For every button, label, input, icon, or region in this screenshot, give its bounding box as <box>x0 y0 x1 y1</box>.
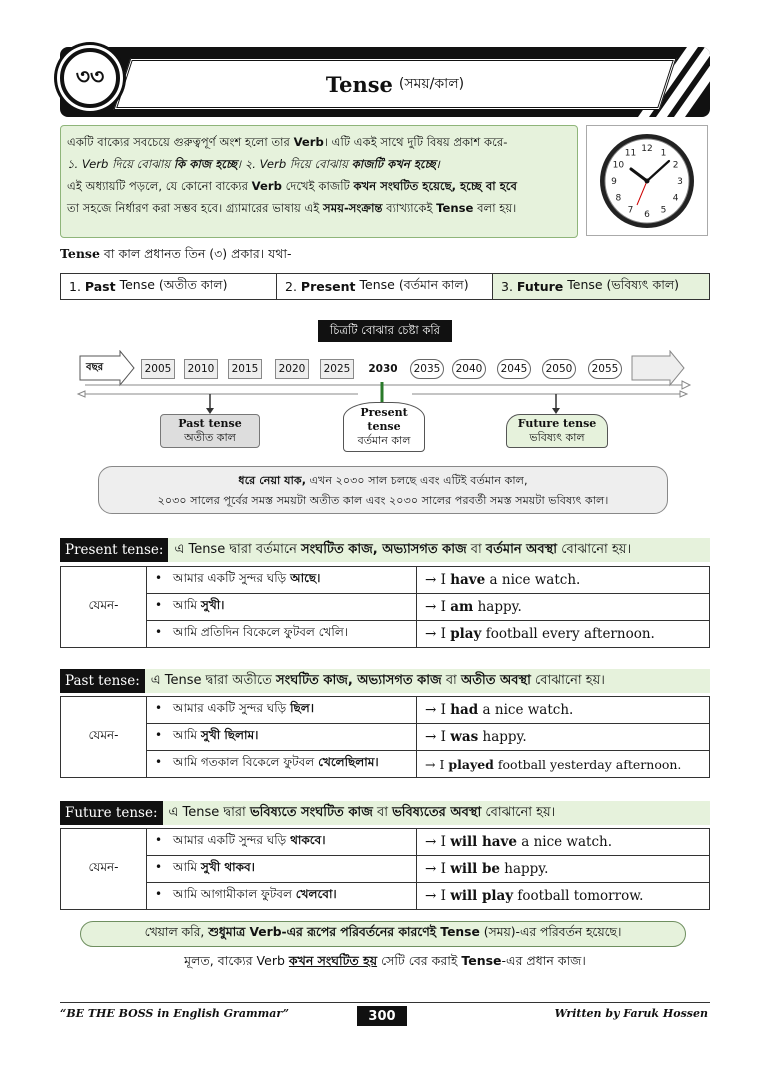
clock-number: 1 <box>660 147 667 158</box>
year-future: 2035 <box>410 359 444 379</box>
clock-number: 8 <box>615 193 622 203</box>
clock-number: 5 <box>660 205 667 216</box>
intro-box: একটি বাক্যের সবচেয়ে গুরুত্বপূর্ণ অংশ হলো তার Verb। এটি একই সাথে দুটি বিষয় প্রকাশ করে- ১. Verb দিয়ে বোঝায় কি কাজ হচ্ছে। ২. Verb দিয়ে বোঝায় কাজটি কখন হচ্ছে। এই অধ্যায়টি পড়লে, যে কোনো বাক্যের Verb দেখেই কাজটি কখন সংঘটিত হয়েছে, হচ্ছে বা হবে তা সহজে নির্ধারণ করা সম্ভব হবে। গ্র্যামারের ভাষায় এই সময়-সংক্রান্ত ব্যাখ্যাকেই Tense বলা হয়। <box>60 125 578 238</box>
timeline-label: চিত্রটি বোঝার চেষ্টা করি <box>318 320 452 342</box>
past-examples-table <box>60 696 710 778</box>
past-tense-box: Past tense অতীত কাল <box>160 414 260 448</box>
table-row: • আমি সুখী। → I am happy. <box>61 594 710 621</box>
year-future: 2040 <box>452 359 486 379</box>
forward-arrow-icon <box>632 351 684 385</box>
clock-number: 12 <box>641 143 653 154</box>
year-label: বছর <box>86 362 104 373</box>
year-past: 2010 <box>184 359 218 379</box>
page-number: 300 <box>357 1006 407 1026</box>
clock-number: 9 <box>611 176 617 187</box>
present-tense-box: Present tense বর্তমান কাল <box>343 402 425 452</box>
future-examples-table <box>60 828 710 910</box>
year-now: 2030 <box>368 363 398 375</box>
types-intro: Tense বা কাল প্রধানত তিন (৩) প্রকার। যথা- <box>60 246 292 261</box>
table-row: যেমন- • আমার একটি সুন্দর ঘড়ি আছে। → I have a nice watch. <box>61 567 710 594</box>
year-past: 2025 <box>320 359 354 379</box>
year-future: 2055 <box>588 359 622 379</box>
type-present: 2. Present Tense (বর্তমান কাল) <box>277 274 493 299</box>
example-label: যেমন- <box>61 829 147 910</box>
title-bn: (সময়/কাল) <box>398 76 465 92</box>
footer-author: Written by Faruk Hossen <box>554 1007 708 1020</box>
clock-number: 10 <box>612 160 625 170</box>
table-row: • আমি সুখী থাকব। → I will be happy. <box>61 856 710 883</box>
footer-divider <box>60 1002 710 1003</box>
present-examples-table <box>60 566 710 648</box>
year-future: 2050 <box>542 359 576 379</box>
clock-number: 2 <box>672 160 679 170</box>
title-en: Tense <box>325 71 393 97</box>
page-title <box>130 62 660 106</box>
observation-note: খেয়াল করি, শুধুমাত্র Verb-এর রূপের পরিবর্তনের কারণেই Tense (সময়)-এর পরিবর্তন হয়েছে। <box>80 921 686 947</box>
type-future: 3. Future Tense (ভবিষ্যৎ কাল) <box>493 274 709 299</box>
table-row: • আমি আগামীকাল ফুটবল খেলবো। → I will play football tomorrow. <box>61 883 710 910</box>
table-row: • আমি সুখী ছিলাম। → I was happy. <box>61 724 710 751</box>
table-row: • আমি গতকাল বিকেলে ফুটবল খেলেছিলাম। → I played football yesterday afternoon. <box>61 751 710 778</box>
year-past: 2020 <box>275 359 309 379</box>
clock-number: 4 <box>672 193 679 203</box>
example-label: যেমন- <box>61 567 147 648</box>
future-tense-box: Future tense ভবিষ্যৎ কাল <box>506 414 608 448</box>
table-row: যেমন- • আমার একটি সুন্দর ঘড়ি ছিল। → I had a nice watch. <box>61 697 710 724</box>
clock-image <box>586 125 708 236</box>
assumption-note: ধরে নেয়া যাক, এখন ২০৩০ সাল চলছে এবং এটিই বর্তমান কাল, ২০৩০ সালের পূর্বের সমস্ত সময়টা অতীত কাল এবং ২০৩০ সালের পরবর্তী সমস্ত সময়টা ভবিষ্যৎ কাল। <box>98 466 668 514</box>
table-row: • আমি প্রতিদিন বিকেলে ফুটবল খেলি। → I play football every afternoon. <box>61 621 710 648</box>
conclusion-text: মূলত, বাক্যের Verb কখন সংঘটিত হয় সেটি বের করাই Tense-এর প্রধান কাজ। <box>184 953 586 968</box>
clock-number: 6 <box>644 209 650 220</box>
present-tense-heading: Present tense: এ Tense দ্বারা বর্তমানে সংঘটিত কাজ, অভ্যাসগত কাজ বা বর্তমান অবস্থা বোঝানো হয়। <box>60 538 710 562</box>
chapter-number: ৩৩ <box>60 48 120 108</box>
year-past: 2015 <box>228 359 262 379</box>
footer-book-title: “BE THE BOSS in English Grammar” <box>60 1007 289 1020</box>
year-future: 2045 <box>497 359 531 379</box>
future-tense-heading: Future tense: এ Tense দ্বারা ভবিষ্যতে সংঘটিত কাজ বা ভবিষ্যতের অবস্থা বোঝানো হয়। <box>60 801 710 825</box>
past-tense-heading: Past tense: এ Tense দ্বারা অতীতে সংঘটিত কাজ, অভ্যাসগত কাজ বা অতীত অবস্থা বোঝানো হয়। <box>60 669 710 693</box>
type-past: 1. Past Tense (অতীত কাল) <box>61 274 277 299</box>
clock-number: 3 <box>677 176 683 187</box>
clock-icon <box>597 131 697 231</box>
tense-types-row <box>60 273 710 300</box>
year-past: 2005 <box>141 359 175 379</box>
example-label: যেমন- <box>61 697 147 778</box>
clock-number: 7 <box>627 205 634 216</box>
clock-number: 11 <box>624 147 637 158</box>
table-row: যেমন- • আমার একটি সুন্দর ঘড়ি থাকবে। → I will have a nice watch. <box>61 829 710 856</box>
